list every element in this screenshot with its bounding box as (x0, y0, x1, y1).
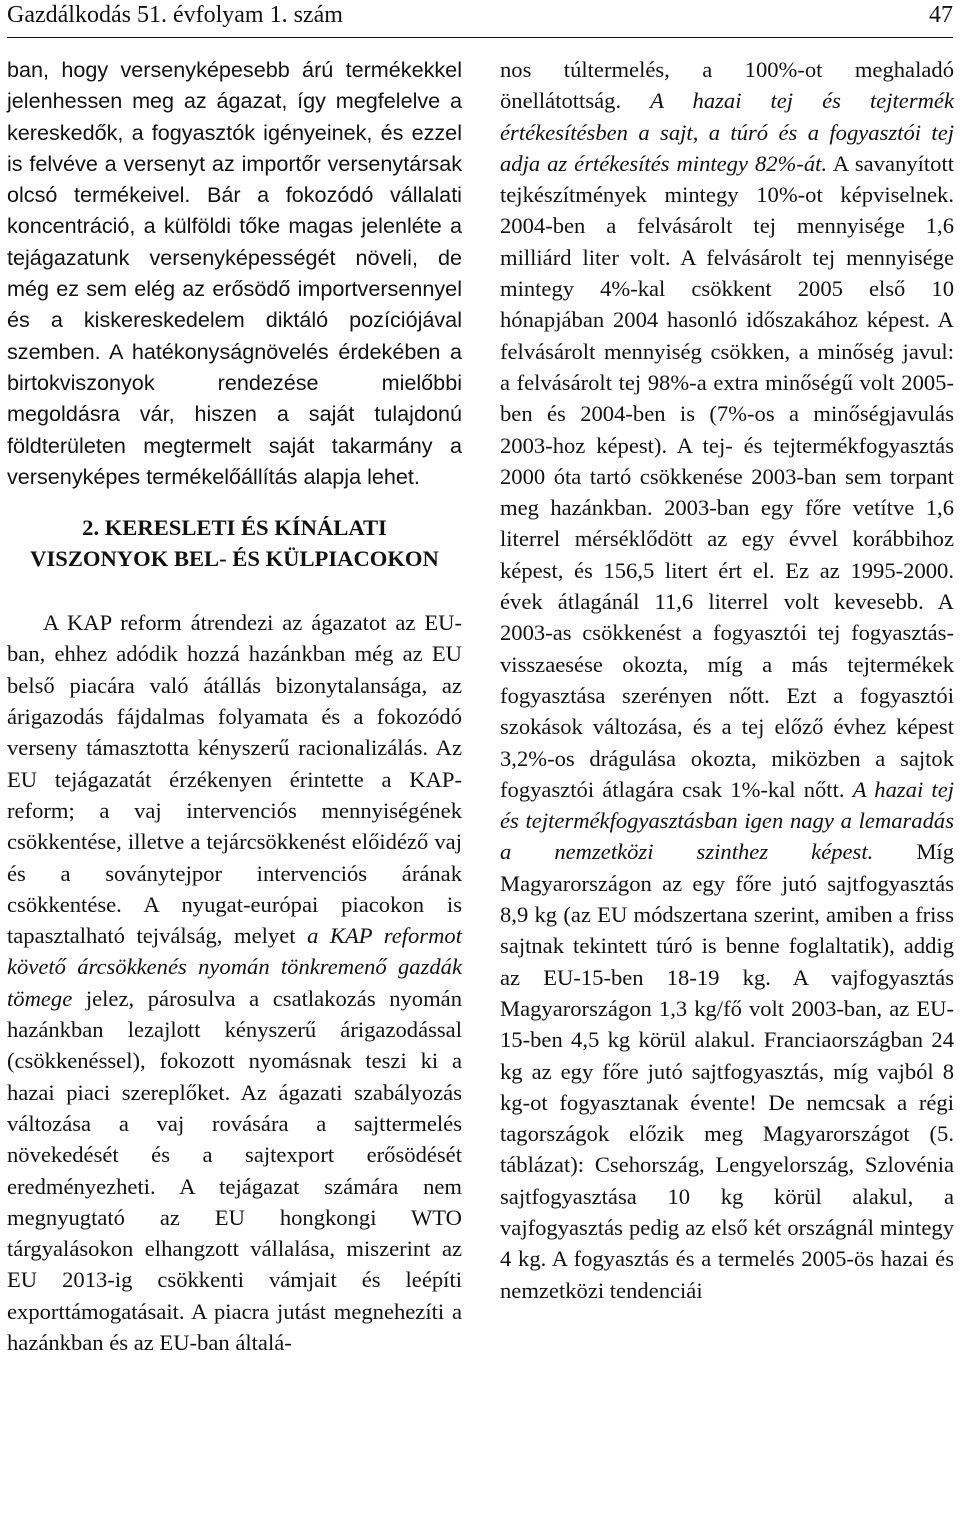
right-text-3: Míg Magyarországon az egy főre jutó sajtfogyasztás 8,9 kg (az EU módszertana szerint, amiben a friss sajtnak tekintett túró is benne foglaltatik), addig az EU-15-ben 18-19 kg. A vajfogyasztás Magyarországon 1,3 kg/fő volt 2003-ban, az EU-15-ben 4,5 kg körül alakul. Franciaországban 24 kg az egy főre jutó sajtfogyasztás, míg vajból 8 kg-ot fogyasztanak évente! De nemcsak a régi tagországok előzik meg Magyarországot (5. táblázat): Csehország, Lengyelország, Szlovénia sajtfogyasztása 10 kg körül alakul, a vajfogyasztás pedig az első két országnál mintegy 4 kg. A fogyasztás és a termelés 2005-ös hazai és nemzetközi tendenciái (500, 839, 955, 1303)
section-heading-line-2: VISZONYOK BEL- ÉS KÜLPIACOKON (30, 546, 439, 572)
right-text-2: A savanyított tejkészítmények mintegy 10%-ot képviselnek. 2004-ben a felvásárolt tej mennyisége 1,6 milliárd liter volt. A felvásárolt tej mennyisége mintegy 4%-kal csökkent 2005 első 10 hónapjában 2004 hasonló időszakához képest. A felvásárolt mennyiség csökken, a minőség javul: a felvásárolt tej 98%-a extra minőségű volt 2005-ben és 2004-ben is (7%-os a minőségjavulás 2003-hoz képest). A tej- és tejtermékfogyasztás 2000 óta tartó csökkenése 2003-ban sem torpant meg hazánkban. 2003-ban egy főre vetítve 1,6 literrel mérséklődött az egy évvel korábbihoz képest, és 156,5 litert ért el. Ez az 1995-2000. évek átlagánál 11,6 literrel volt kevesebb. A 2003-as csökkenést a fogyasztói tej fogyasztás-visszaesése okozta, míg a más tejtermékek fogyasztása szerényen nőtt. Ezt a fogyasztói szokások változása, és a tej előző évhez képest 3,2%-os drágulása okozta, miközben a sajtok fogyasztói átlagára csak 1%-kal nőtt. (500, 150, 955, 802)
left-paragraph-2 (7, 607, 462, 1358)
right-text-1: nos túltermelés, a 100%-ot meghaladó önellátottság. (500, 57, 954, 114)
left-paragraph-2-text-a: A KAP reform átrendezi az ágazatot az EU-ban, ehhez adódik hozzá hazánkban még az EU belső piacára való átállás bizonytalansága, az árigazodás fájdalmas folyamata és a fokozódó verseny támasztotta kényszerű racionalizálás. Az EU tejágazatát érzékenyen érintette a KAP-reform; a vaj intervenciós mennyiségének csökkentése, illetve a tejárcsökkenést előidéző vaj és a soványtejpor intervenciós árának csökkentése. A nyugat-európai piacokon is tapasztalható tejválság, melyet (7, 610, 462, 949)
page-header (7, 0, 953, 40)
left-paragraph-2-emphasis: a KAP reformot követő árcsökkenés nyomán tönkremenő gazdák tömege (7, 923, 462, 1011)
right-paragraph (500, 54, 954, 1306)
left-column (7, 54, 462, 1358)
section-heading-line-1: 2. KERESLETI ÉS KÍNÁLATI (82, 515, 387, 541)
left-paragraph-2-text-b: jelez, párosulva a csatlakozás nyomán hazánkban lezajlott kényszerű árigazodással (csökkenéssel), fokozott nyomásnak teszi ki a hazai piaci szereplőket. Az ágazati szabályozás változása a vaj rovására a sajttermelés növekedését és a sajtexport erősödését eredményezheti. A tejágazat számára nem megnyugtató az EU hongkongi WTO tárgyalásokon elhangzott vállalása, miszerint az EU 2013-ig csökkenti vámjait és leépíti exporttámogatásait. A piacra jutást megnehezíti a hazánkban és az EU-ban általá- (7, 985, 462, 1355)
section-heading (7, 512, 462, 574)
journal-title: Gazdálkodás 51. évfolyam 1. szám (7, 2, 343, 28)
right-emphasis-2: A hazai tej és tejtermékfogyasztásban igen nagy a lemaradás a nemzetközi szinthez képest. (500, 776, 954, 865)
page-number: 47 (929, 2, 953, 28)
header-rule (7, 37, 953, 38)
left-paragraph-1: ban, hogy versenyképesebb árú termékekkel jelenhessen meg az ágazat, így megfelelve a kereskedők, a fogyasztók igényeinek, és ezzel is felvéve a versenyt az importőr versenytársak olcsó termékeivel. Bár a fokozódó vállalati koncentráció, a külföldi tőke magas jelenléte a tejágazatunk versenyképességét növeli, de még ez sem elég az erősödő importversennyel és a kiskereskedelem diktáló pozíciójával szemben. A hatékonyságnövelés érdekében a birtokviszonyok rendezése mielőbbi megoldásra vár, hiszen a saját tulajdonú földterületen megtermelt saját takarmány a versenyképes termékelőállítás alapja lehet. (7, 57, 462, 489)
right-column (500, 54, 954, 1306)
right-emphasis-1: A hazai tej és tejtermék értékesítésben a sajt, a túró és a fogyasztói tej adja az értékesítés mintegy 82%-át. (500, 88, 954, 176)
